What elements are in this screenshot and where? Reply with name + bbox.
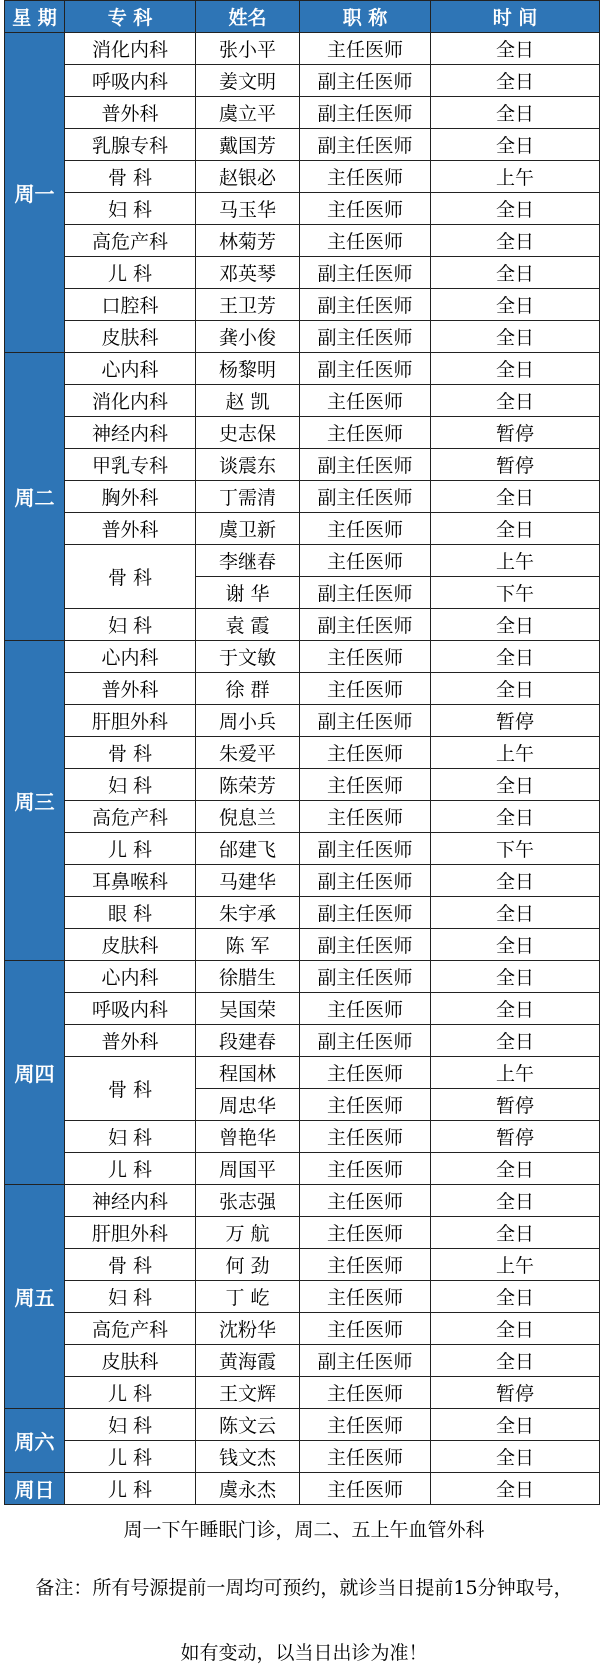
doctor-name-cell: 徐 群 xyxy=(196,673,300,705)
doctor-name-cell: 杨黎明 xyxy=(196,353,300,385)
table-row xyxy=(5,161,600,193)
time-cell: 全日 xyxy=(431,993,600,1025)
table-row xyxy=(5,1345,600,1377)
dept-cell: 呼吸内科 xyxy=(65,65,196,97)
doctor-name-cell: 王文辉 xyxy=(196,1377,300,1409)
title-cell: 主任医师 xyxy=(300,225,431,257)
dept-cell: 甲乳专科 xyxy=(65,449,196,481)
title-cell: 主任医师 xyxy=(300,769,431,801)
doctor-name-cell: 谈震东 xyxy=(196,449,300,481)
dept-cell: 骨 科 xyxy=(65,1057,196,1121)
title-cell: 副主任医师 xyxy=(300,929,431,961)
dept-cell: 儿 科 xyxy=(65,833,196,865)
table-row xyxy=(5,769,600,801)
doctor-name-cell: 陈荣芳 xyxy=(196,769,300,801)
dept-cell: 心内科 xyxy=(65,641,196,673)
title-cell: 主任医师 xyxy=(300,545,431,577)
doctor-name-cell: 沈粉华 xyxy=(196,1313,300,1345)
doctor-name-cell: 徐腊生 xyxy=(196,961,300,993)
dept-cell: 儿 科 xyxy=(65,1153,196,1185)
table-row xyxy=(5,65,600,97)
dept-cell: 妇 科 xyxy=(65,609,196,641)
title-cell: 副主任医师 xyxy=(300,97,431,129)
dept-cell: 肝胆外科 xyxy=(65,705,196,737)
title-cell: 主任医师 xyxy=(300,1153,431,1185)
time-cell: 全日 xyxy=(431,65,600,97)
title-cell: 副主任医师 xyxy=(300,289,431,321)
time-cell: 暂停 xyxy=(431,417,600,449)
note-booking: 备注：所有号源提前一周均可预约，就诊当日提前15分钟取号， xyxy=(35,1577,573,1599)
table-row xyxy=(5,385,600,417)
table-row xyxy=(5,833,600,865)
dept-cell: 妇 科 xyxy=(65,193,196,225)
day-label: 周五 xyxy=(5,1185,65,1409)
dept-cell: 神经内科 xyxy=(65,1185,196,1217)
dept-cell: 骨 科 xyxy=(65,545,196,609)
time-cell: 全日 xyxy=(431,673,600,705)
doctor-name-cell: 陈文云 xyxy=(196,1409,300,1441)
title-cell: 副主任医师 xyxy=(300,353,431,385)
table-row xyxy=(5,1185,600,1217)
dept-cell: 皮肤科 xyxy=(65,1345,196,1377)
dept-cell: 高危产科 xyxy=(65,801,196,833)
doctor-name-cell: 朱宇承 xyxy=(196,897,300,929)
time-cell: 全日 xyxy=(431,769,600,801)
dept-cell: 心内科 xyxy=(65,961,196,993)
table-row xyxy=(5,1057,600,1089)
table-row xyxy=(5,417,600,449)
time-cell: 全日 xyxy=(431,385,600,417)
doctor-name-cell: 史志保 xyxy=(196,417,300,449)
table-row xyxy=(5,737,600,769)
title-cell: 副主任医师 xyxy=(300,609,431,641)
dept-cell: 高危产科 xyxy=(65,225,196,257)
time-cell: 全日 xyxy=(431,1153,600,1185)
doctor-name-cell: 虞永杰 xyxy=(196,1473,300,1505)
table-row xyxy=(5,673,600,705)
time-cell: 上午 xyxy=(431,737,600,769)
day-label: 周三 xyxy=(5,641,65,961)
title-cell: 副主任医师 xyxy=(300,705,431,737)
table-row xyxy=(5,225,600,257)
title-cell: 主任医师 xyxy=(300,417,431,449)
dept-cell: 神经内科 xyxy=(65,417,196,449)
doctor-name-cell: 王卫芳 xyxy=(196,289,300,321)
doctor-name-cell: 戴国芳 xyxy=(196,129,300,161)
title-cell: 副主任医师 xyxy=(300,897,431,929)
table-row xyxy=(5,449,600,481)
doctor-name-cell: 李继春 xyxy=(196,545,300,577)
title-cell: 副主任医师 xyxy=(300,1345,431,1377)
dept-cell: 儿 科 xyxy=(65,1473,196,1505)
table-row xyxy=(5,609,600,641)
table-row xyxy=(5,481,600,513)
title-cell: 副主任医师 xyxy=(300,129,431,161)
dept-cell: 妇 科 xyxy=(65,1409,196,1441)
table-row xyxy=(5,193,600,225)
schedule-table xyxy=(4,0,600,1505)
dept-cell: 口腔科 xyxy=(65,289,196,321)
title-cell: 主任医师 xyxy=(300,385,431,417)
time-cell: 暂停 xyxy=(431,1377,600,1409)
doctor-name-cell: 虞立平 xyxy=(196,97,300,129)
table-row xyxy=(5,641,600,673)
title-cell: 副主任医师 xyxy=(300,321,431,353)
day-label: 周二 xyxy=(5,353,65,641)
table-row xyxy=(5,929,600,961)
dept-cell: 消化内科 xyxy=(65,385,196,417)
table-row xyxy=(5,1217,600,1249)
time-cell: 全日 xyxy=(431,1409,600,1441)
dept-cell: 呼吸内科 xyxy=(65,993,196,1025)
time-cell: 全日 xyxy=(431,1185,600,1217)
table-row xyxy=(5,993,600,1025)
dept-cell: 皮肤科 xyxy=(65,321,196,353)
doctor-name-cell: 周忠华 xyxy=(196,1089,300,1121)
title-cell: 主任医师 xyxy=(300,1473,431,1505)
table-row xyxy=(5,1281,600,1313)
title-cell: 主任医师 xyxy=(300,1377,431,1409)
time-cell: 全日 xyxy=(431,193,600,225)
time-cell: 全日 xyxy=(431,129,600,161)
table-row xyxy=(5,33,600,65)
time-cell: 全日 xyxy=(431,33,600,65)
time-cell: 暂停 xyxy=(431,705,600,737)
day-label: 周日 xyxy=(5,1473,65,1505)
doctor-name-cell: 赵银必 xyxy=(196,161,300,193)
table-row xyxy=(5,1409,600,1441)
title-cell: 主任医师 xyxy=(300,1089,431,1121)
doctor-name-cell: 邰建飞 xyxy=(196,833,300,865)
dept-cell: 妇 科 xyxy=(65,1281,196,1313)
time-cell: 全日 xyxy=(431,961,600,993)
doctor-name-cell: 何 劲 xyxy=(196,1249,300,1281)
dept-cell: 骨 科 xyxy=(65,737,196,769)
time-cell: 全日 xyxy=(431,1025,600,1057)
time-cell: 全日 xyxy=(431,801,600,833)
table-row xyxy=(5,705,600,737)
doctor-name-cell: 张小平 xyxy=(196,33,300,65)
table-row xyxy=(5,961,600,993)
table-row xyxy=(5,353,600,385)
doctor-name-cell: 黄海霞 xyxy=(196,1345,300,1377)
header-day: 星 期 xyxy=(5,1,65,33)
table-row xyxy=(5,513,600,545)
title-cell: 主任医师 xyxy=(300,1121,431,1153)
time-cell: 全日 xyxy=(431,1217,600,1249)
dept-cell: 普外科 xyxy=(65,673,196,705)
table-row xyxy=(5,1441,600,1473)
header-time: 时 间 xyxy=(431,1,600,33)
doctor-name-cell: 马建华 xyxy=(196,865,300,897)
table-row xyxy=(5,1249,600,1281)
header-name: 姓名 xyxy=(196,1,300,33)
title-cell: 主任医师 xyxy=(300,641,431,673)
dept-cell: 高危产科 xyxy=(65,1313,196,1345)
time-cell: 全日 xyxy=(431,257,600,289)
doctor-name-cell: 丁需清 xyxy=(196,481,300,513)
time-cell: 全日 xyxy=(431,929,600,961)
dept-cell: 普外科 xyxy=(65,513,196,545)
dept-cell: 普外科 xyxy=(65,1025,196,1057)
title-cell: 副主任医师 xyxy=(300,65,431,97)
dept-cell: 肝胆外科 xyxy=(65,1217,196,1249)
title-cell: 主任医师 xyxy=(300,1313,431,1345)
time-cell: 全日 xyxy=(431,865,600,897)
title-cell: 主任医师 xyxy=(300,993,431,1025)
time-cell: 下午 xyxy=(431,833,600,865)
doctor-name-cell: 邓英琴 xyxy=(196,257,300,289)
table-row xyxy=(5,129,600,161)
dept-cell: 骨 科 xyxy=(65,1249,196,1281)
time-cell: 全日 xyxy=(431,1441,600,1473)
dept-cell: 消化内科 xyxy=(65,33,196,65)
doctor-name-cell: 赵 凯 xyxy=(196,385,300,417)
title-cell: 主任医师 xyxy=(300,161,431,193)
time-cell: 全日 xyxy=(431,1473,600,1505)
time-cell: 全日 xyxy=(431,609,600,641)
day-label: 周四 xyxy=(5,961,65,1185)
time-cell: 全日 xyxy=(431,225,600,257)
doctor-name-cell: 谢 华 xyxy=(196,577,300,609)
doctor-name-cell: 程国林 xyxy=(196,1057,300,1089)
doctor-name-cell: 袁 霞 xyxy=(196,609,300,641)
title-cell: 副主任医师 xyxy=(300,1025,431,1057)
header-dept: 专 科 xyxy=(65,1,196,33)
dept-cell: 儿 科 xyxy=(65,1441,196,1473)
dept-cell: 皮肤科 xyxy=(65,929,196,961)
dept-cell: 妇 科 xyxy=(65,1121,196,1153)
doctor-name-cell: 周国平 xyxy=(196,1153,300,1185)
time-cell: 全日 xyxy=(431,513,600,545)
time-cell: 上午 xyxy=(431,161,600,193)
time-cell: 全日 xyxy=(431,97,600,129)
title-cell: 副主任医师 xyxy=(300,257,431,289)
table-row xyxy=(5,1121,600,1153)
table-row xyxy=(5,257,600,289)
table-row xyxy=(5,289,600,321)
doctor-name-cell: 虞卫新 xyxy=(196,513,300,545)
time-cell: 全日 xyxy=(431,353,600,385)
day-label: 周一 xyxy=(5,33,65,353)
title-cell: 副主任医师 xyxy=(300,577,431,609)
doctor-name-cell: 于文敏 xyxy=(196,641,300,673)
time-cell: 全日 xyxy=(431,897,600,929)
time-cell: 暂停 xyxy=(431,1089,600,1121)
doctor-name-cell: 周小兵 xyxy=(196,705,300,737)
table-row xyxy=(5,1377,600,1409)
time-cell: 全日 xyxy=(431,321,600,353)
table-row xyxy=(5,1473,600,1505)
dept-cell: 骨 科 xyxy=(65,161,196,193)
doctor-name-cell: 丁 屹 xyxy=(196,1281,300,1313)
time-cell: 全日 xyxy=(431,1313,600,1345)
table-row xyxy=(5,545,600,577)
time-cell: 全日 xyxy=(431,641,600,673)
note-changes: 如有变动，以当日出诊为准！ xyxy=(180,1642,428,1664)
title-cell: 副主任医师 xyxy=(300,961,431,993)
doctor-name-cell: 吴国荣 xyxy=(196,993,300,1025)
time-cell: 全日 xyxy=(431,481,600,513)
doctor-name-cell: 曾艳华 xyxy=(196,1121,300,1153)
doctor-name-cell: 陈 军 xyxy=(196,929,300,961)
table-row xyxy=(5,865,600,897)
title-cell: 主任医师 xyxy=(300,1057,431,1089)
doctor-name-cell: 马玉华 xyxy=(196,193,300,225)
title-cell: 主任医师 xyxy=(300,33,431,65)
time-cell: 上午 xyxy=(431,1249,600,1281)
time-cell: 全日 xyxy=(431,1345,600,1377)
dept-cell: 儿 科 xyxy=(65,1377,196,1409)
doctor-name-cell: 姜文明 xyxy=(196,65,300,97)
doctor-name-cell: 段建春 xyxy=(196,1025,300,1057)
title-cell: 主任医师 xyxy=(300,673,431,705)
doctor-name-cell: 钱文杰 xyxy=(196,1441,300,1473)
title-cell: 主任医师 xyxy=(300,1217,431,1249)
title-cell: 主任医师 xyxy=(300,193,431,225)
table-row xyxy=(5,321,600,353)
note-special-clinics: 周一下午睡眠门诊，周二、五上午血管外科 xyxy=(123,1519,485,1541)
doctor-name-cell: 倪息兰 xyxy=(196,801,300,833)
table-row xyxy=(5,1313,600,1345)
time-cell: 全日 xyxy=(431,289,600,321)
doctor-name-cell: 龚小俊 xyxy=(196,321,300,353)
dept-cell: 眼 科 xyxy=(65,897,196,929)
title-cell: 主任医师 xyxy=(300,801,431,833)
title-cell: 主任医师 xyxy=(300,1441,431,1473)
doctor-name-cell: 万 航 xyxy=(196,1217,300,1249)
dept-cell: 儿 科 xyxy=(65,257,196,289)
dept-cell: 乳腺专科 xyxy=(65,129,196,161)
doctor-name-cell: 林菊芳 xyxy=(196,225,300,257)
table-row xyxy=(5,1025,600,1057)
title-cell: 主任医师 xyxy=(300,1249,431,1281)
title-cell: 主任医师 xyxy=(300,1409,431,1441)
title-cell: 主任医师 xyxy=(300,1185,431,1217)
title-cell: 主任医师 xyxy=(300,513,431,545)
dept-cell: 妇 科 xyxy=(65,769,196,801)
title-cell: 副主任医师 xyxy=(300,449,431,481)
table-row xyxy=(5,97,600,129)
dept-cell: 心内科 xyxy=(65,353,196,385)
title-cell: 主任医师 xyxy=(300,737,431,769)
day-label: 周六 xyxy=(5,1409,65,1473)
time-cell: 上午 xyxy=(431,1057,600,1089)
time-cell: 全日 xyxy=(431,1281,600,1313)
table-row xyxy=(5,801,600,833)
time-cell: 暂停 xyxy=(431,449,600,481)
title-cell: 副主任医师 xyxy=(300,481,431,513)
table-row xyxy=(5,1153,600,1185)
dept-cell: 普外科 xyxy=(65,97,196,129)
doctor-name-cell: 张志强 xyxy=(196,1185,300,1217)
title-cell: 副主任医师 xyxy=(300,833,431,865)
header-title: 职 称 xyxy=(300,1,431,33)
title-cell: 副主任医师 xyxy=(300,865,431,897)
time-cell: 上午 xyxy=(431,545,600,577)
dept-cell: 耳鼻喉科 xyxy=(65,865,196,897)
time-cell: 暂停 xyxy=(431,1121,600,1153)
time-cell: 下午 xyxy=(431,577,600,609)
doctor-name-cell: 朱爱平 xyxy=(196,737,300,769)
dept-cell: 胸外科 xyxy=(65,481,196,513)
table-row xyxy=(5,897,600,929)
title-cell: 主任医师 xyxy=(300,1281,431,1313)
header-row xyxy=(5,1,600,33)
